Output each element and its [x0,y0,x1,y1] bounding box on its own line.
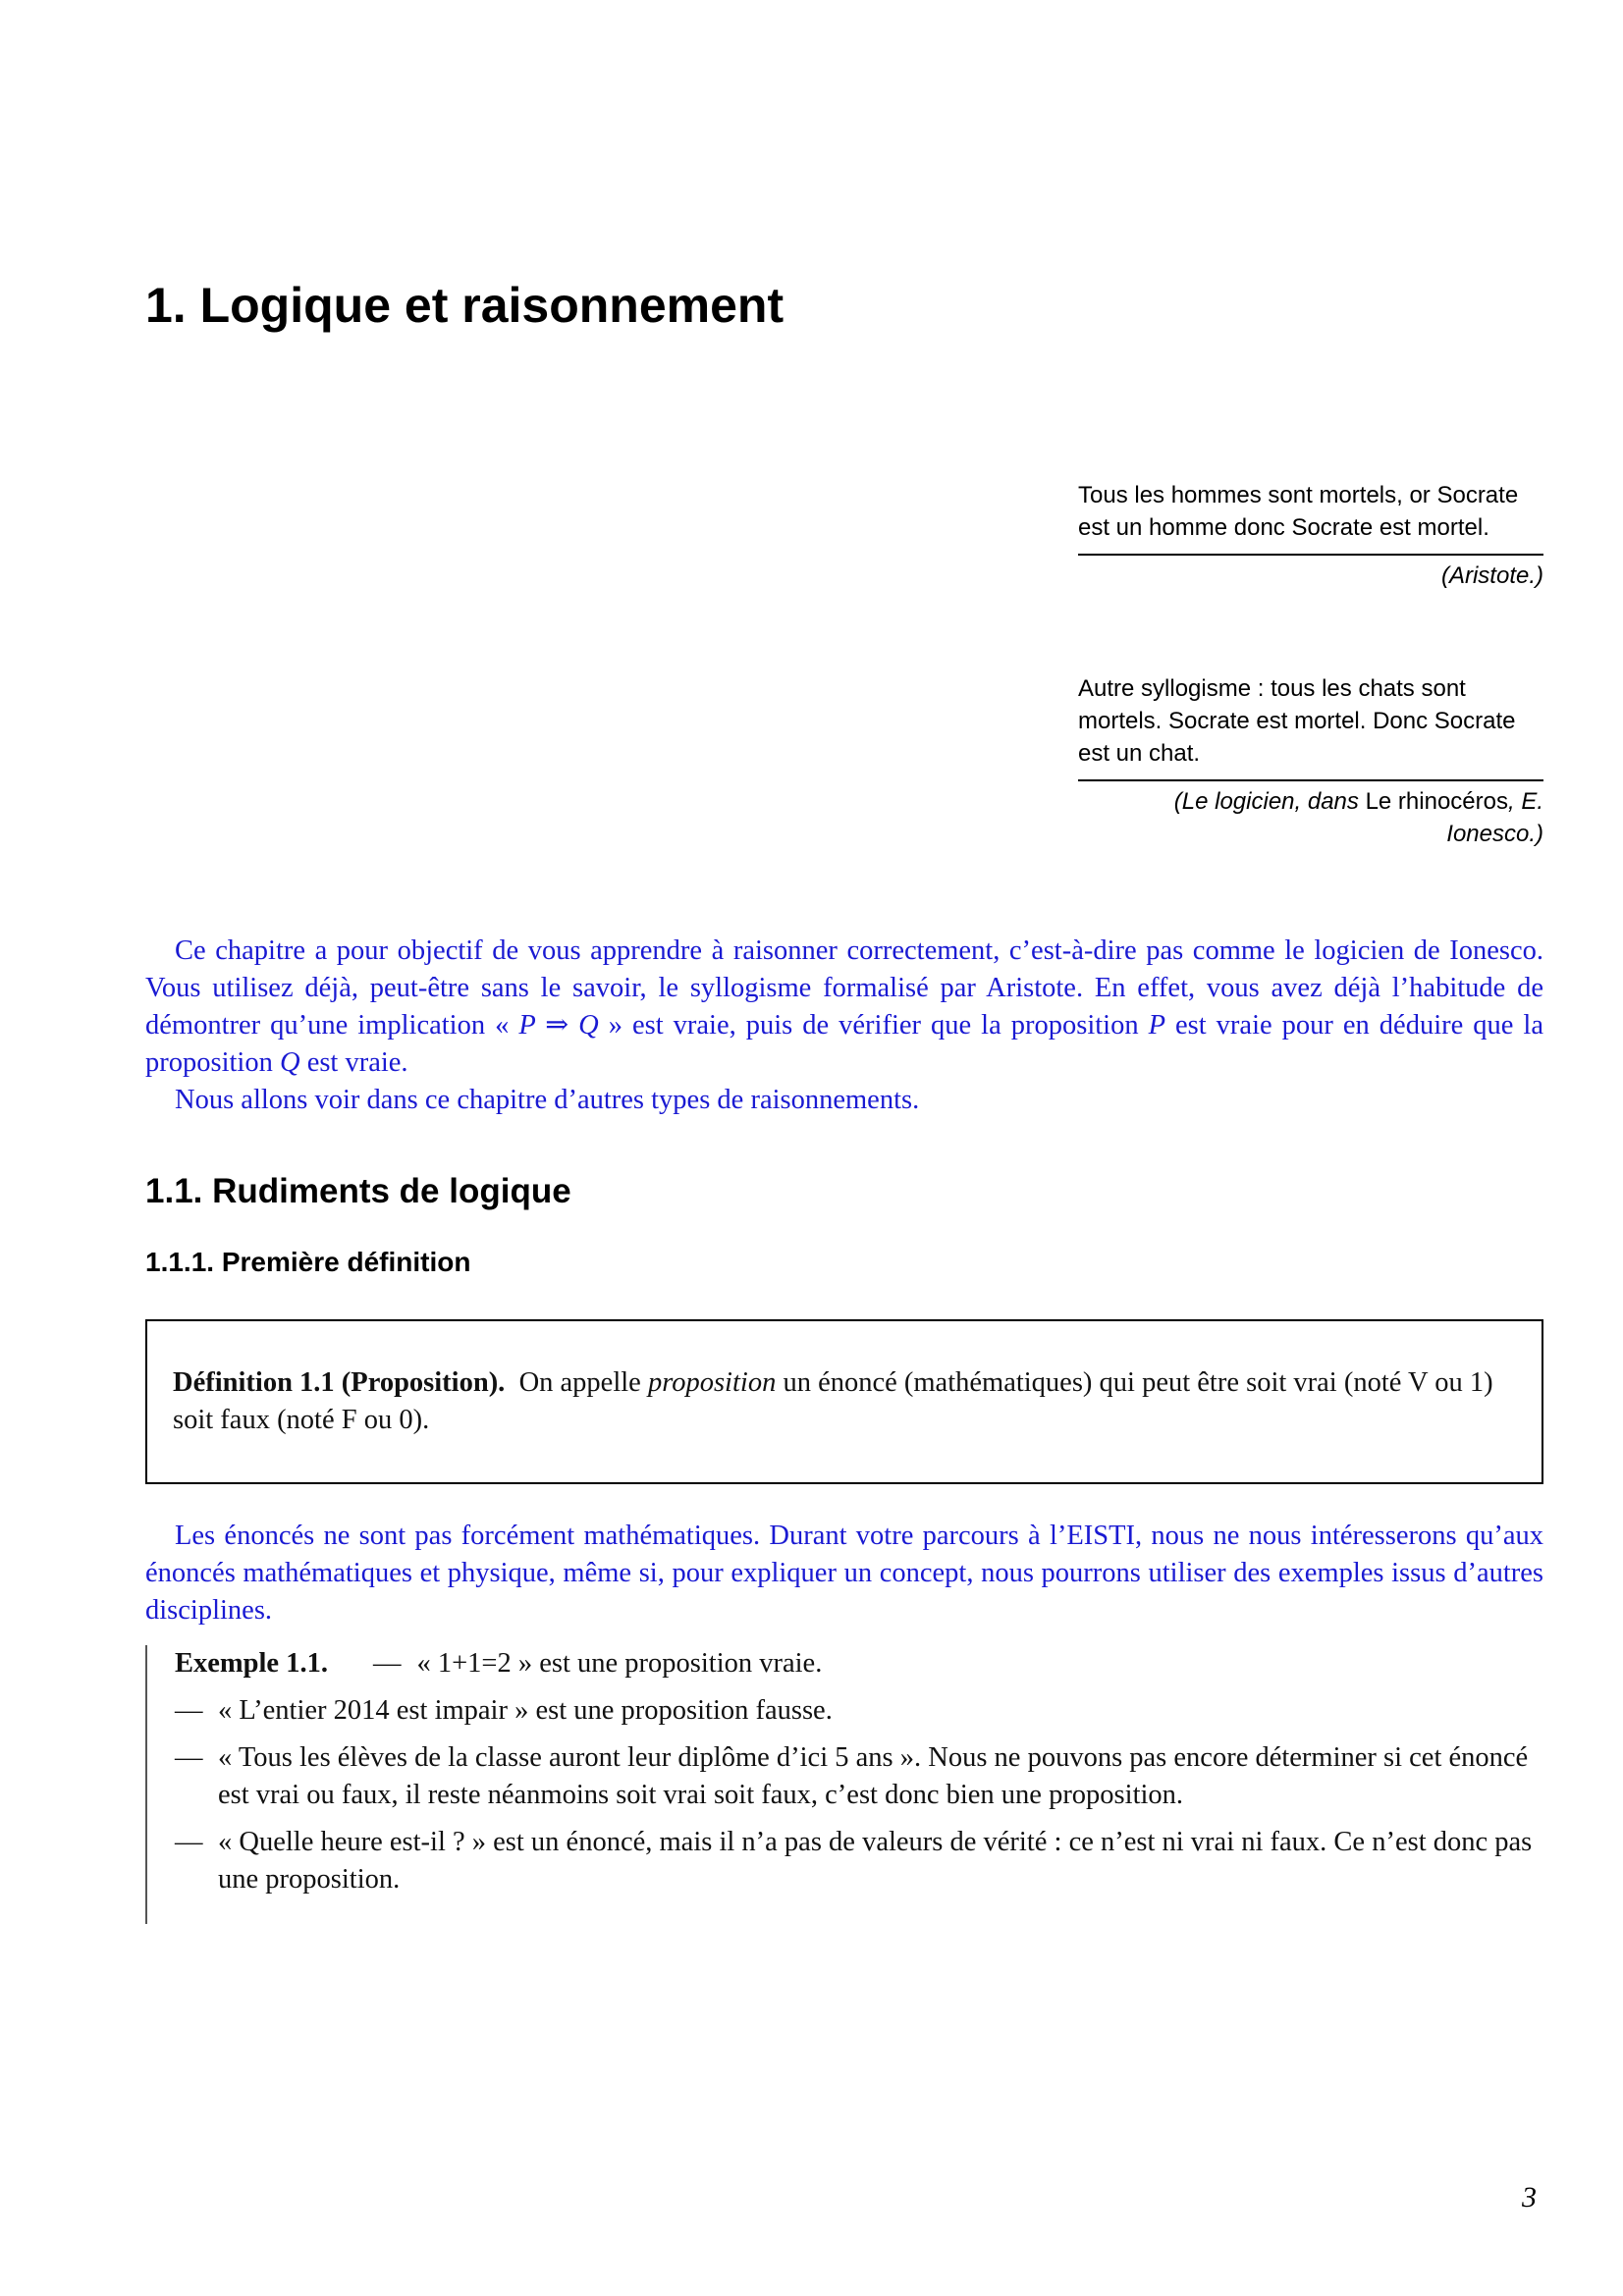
intro-paragraph [145,933,1543,1082]
intro-text: Ce chapitre a pour objectif de vous apprendre à raisonner correctement, c’est-à-dire pas comme le logicien de Ionesco. Vous utilisez déjà, peut-être sans le savoir, le syllogisme formalisé par Aristote. En effet, vous avez déjà l’habitude de démontrer qu’une implication « [145,935,1543,1041]
epigraph-source [1078,781,1543,850]
dash-bullet: — [175,1695,203,1726]
intro-paragraph-2: Nous allons voir dans ce chapitre d’autres types de raisonnements. [175,1085,920,1115]
epigraph-quote: Autre syllogisme : tous les chats sont mortels. Socrate est mortel. Donc Socrate est un chat. [1078,672,1543,781]
list-item-text: « L’entier 2014 est impair » est une proposition fausse. [218,1695,833,1726]
intro-text: est vraie. [299,1047,408,1078]
list-item-text: « Quelle heure est-il ? » est un énoncé, mais il n’a pas de valeurs de vérité : ce n’est ni vrai ni faux. Ce n’est donc pas une proposition. [218,1827,1533,1895]
chapter-intro [145,933,1543,1119]
implication-formula: P ⇒ Q [518,1010,599,1041]
dash-bullet: — [175,1827,203,1857]
list-item [175,1692,1543,1730]
intro-text: » est vraie, puis de vérifier que la proposition [598,1010,1149,1041]
epigraph-aristote [1078,479,1543,592]
page-number: 3 [1522,2181,1537,2214]
section-title: 1.1. Rudiments de logique [145,1172,571,1210]
dash-bullet: — [372,1648,402,1679]
remark-paragraph: Les énoncés ne sont pas forcément mathématiques. Durant votre parcours à l’EISTI, nous ne nous intéresserons qu’aux énoncés mathématiques et physique, même si, pour expliquer un concept, nous pourrons utiliser des exemples issus d’autres disciplines. [145,1521,1543,1626]
list-item-text: « Tous les élèves de la classe auront leur diplôme d’ici 5 ans ». Nous ne pouvons pas encore déterminer si cet énoncé est vrai ou faux, il reste néanmoins soit vrai soit faux, c’est donc bien une proposition. [218,1742,1529,1810]
epigraph-ionesco [1078,672,1543,850]
source-prefix: (Le logicien, dans [1173,788,1366,815]
example-label: Exemple 1.1. [175,1648,328,1679]
definition-label: Définition 1.1 (Proposition). [173,1367,506,1398]
intro-text: est vraie pour en déduire que la proposition [145,1010,1543,1078]
definition-term: proposition [647,1367,777,1398]
dash-bullet: — [175,1742,203,1773]
chapter-title: 1. Logique et raisonnement [145,278,784,333]
variable-q: Q [279,1047,300,1078]
source-suffix: , E. Ionesco.) [1446,788,1543,847]
list-item [175,1824,1543,1898]
example-list [175,1645,1543,1898]
source-work: Le rhinocéros [1365,788,1508,815]
subsection-title: 1.1.1. Première définition [145,1247,471,1277]
definition-text-part: un énoncé (mathématiques) qui peut être soit vrai (noté V ou 1) soit faux (noté F ou 0). [173,1367,1493,1435]
list-item-text: « 1+1=2 » est une proposition vraie. [416,1648,823,1679]
example-block [145,1645,1543,1924]
list-item [175,1739,1543,1814]
list-item [175,1645,1543,1682]
variable-p: P [1148,1010,1166,1041]
definition-text-part: On appelle [518,1367,648,1398]
definition-box [145,1319,1543,1484]
epigraph-source: (Aristote.) [1440,562,1543,589]
epigraph-quote: Tous les hommes sont mortels, or Socrate est un homme donc Socrate est mortel. [1078,479,1543,556]
definition-text [173,1364,1516,1439]
